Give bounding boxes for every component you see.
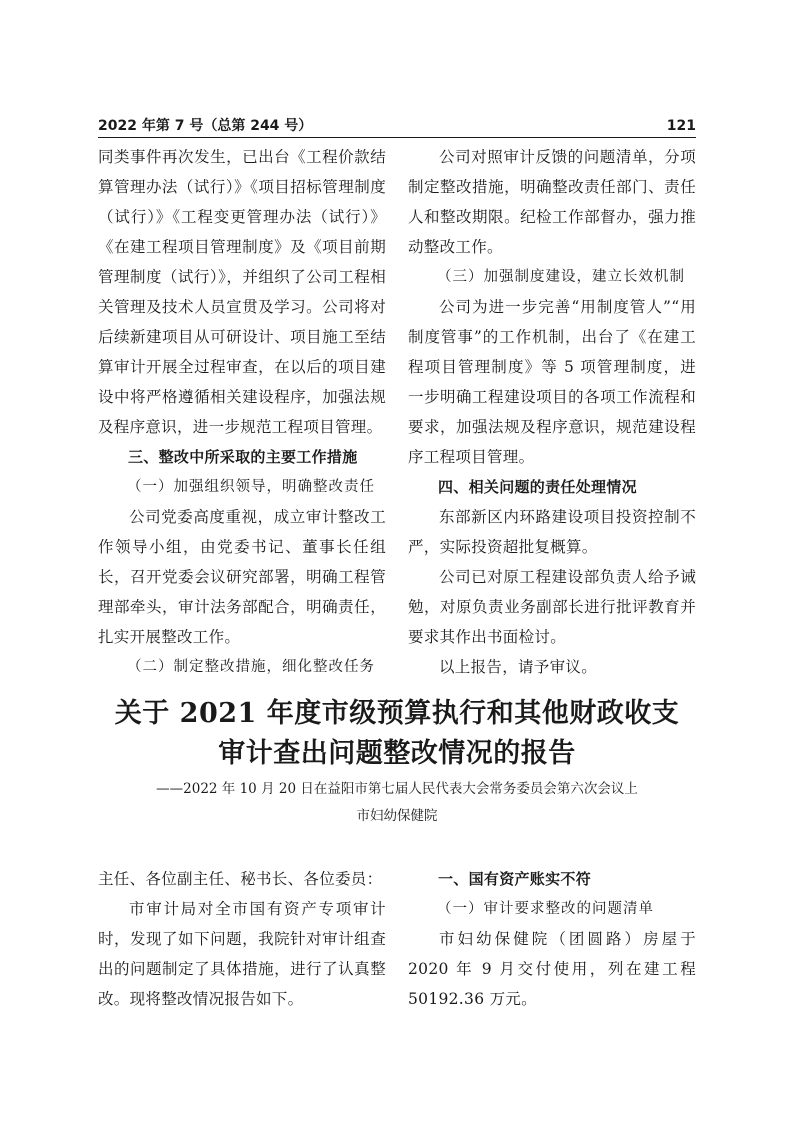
paragraph: 公司党委高度重视，成立审计整改工作领导小组，由党委书记、董事长任组长，召开党委会议研究部署，明确工程管理部牵头，审计法务部配合，明确责任，扎实开展整改工作。: [98, 508, 386, 646]
paragraph: 公司为进一步完善“用制度管人”“用制度管事”的工作机制，出台了《在建工程项目管理制度》等 5 项管理制度，进一步明确工程建设项目的各项工作流程和要求，加强法规及程序意识，规范建设程序工程项目管理。: [408, 298, 696, 466]
header-divider: [98, 137, 696, 138]
salutation: 主任、各位副主任、秘书长、各位委员：: [98, 870, 383, 888]
paragraph: 同类事件再次发生，已出台《工程价款结算管理办法（试行）》《项目招标管理制度（试行）》《工程变更管理办法（试行）》《在建工程项目管理制度》及《项目前期管理制度（试行）》，并组织了公司工程相关管理及技术人员宣贯及学习。公司将对后续新建项目从可研设计、项目施工至结算审计开展全过程审查，在以后的项目建设中将严格遵循相关建设程序，加强法规及程序意识，进一步规范工程项目管理。: [98, 148, 386, 436]
closing-line: 以上报告，请予审议。: [439, 658, 598, 676]
paragraph: 东部新区内环路建设项目投资控制不严，实际投资超批复概算。: [408, 508, 696, 556]
paragraph: 市审计局对全市国有资产专项审计时，发现了如下问题，我院针对审计组查出的问题制定了具体措施，进行了认真整改。现将整改情况报告如下。: [98, 900, 386, 1008]
article-subtitle: ——2022 年 10 月 20 日在益阳市第七届人民代表大会常务委员会第六次会议上: [156, 781, 638, 797]
bottom-right-column: [408, 864, 696, 1014]
section-heading: 三、整改中所采取的主要工作措施: [128, 448, 358, 466]
top-left-column: [98, 142, 386, 682]
subsection-heading: （三）加强制度建设，建立长效机制: [437, 269, 685, 285]
article-author: 市妇幼保健院: [356, 808, 438, 824]
paragraph: 公司对照审计反馈的问题清单，分项制定整改措施，明确整改责任部门、责任人和整改期限。纪检工作部督办，强力推动整改工作。: [408, 148, 696, 256]
bottom-left-column: [98, 864, 386, 1014]
subsection-heading: （二）制定整改措施，细化整改任务: [127, 659, 375, 675]
section-heading: 四、相关问题的责任处理情况: [438, 478, 637, 496]
issue-label: 2022 年第 7 号（总第 244 号）: [98, 118, 313, 134]
paragraph: 公司已对原工程建设部负责人给予诫勉，对原负责业务副部长进行批评教育并要求其作出书面检讨。: [408, 568, 696, 646]
page-header: [98, 116, 696, 136]
paragraph: 市妇幼保健院（团圆路）房屋于 2020 年 9 月交付使用，列在建工程 50192.36 万元。: [408, 930, 696, 1008]
article-title-line-1: 关于 2021 年度市级预算执行和其他财政收支: [114, 698, 680, 729]
section-heading: 一、国有资产账实不符: [438, 870, 592, 888]
subsection-heading: （一）审计要求整改的问题清单: [437, 901, 654, 917]
article-title-line-2: 审计查出问题整改情况的报告: [218, 738, 576, 769]
subsection-heading: （一）加强组织领导，明确整改责任: [127, 479, 375, 495]
top-right-column: [408, 142, 696, 682]
page-number: 121: [666, 118, 696, 134]
